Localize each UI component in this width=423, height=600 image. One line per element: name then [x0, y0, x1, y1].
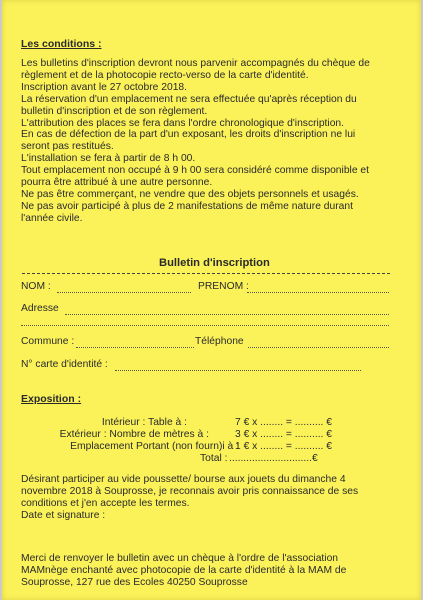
commune-field[interactable] — [76, 347, 194, 348]
conditions-heading: Les conditions : — [21, 38, 102, 50]
conditions-line: L'installation se fera à partir de 8 h 00. — [21, 153, 196, 165]
nom-label: NOM : — [21, 281, 51, 292]
exposition-row-price[interactable]: 7 € x ........ = .......... € — [235, 417, 333, 428]
exposition-row-price[interactable]: 1 € x ........ = .......... € — [235, 441, 333, 452]
footer-line: Merci de renvoyer le bulletin avec un chèque à l'ordre de l'association — [21, 553, 339, 564]
exposition-row-label: Intérieur : Table à : — [101, 417, 187, 428]
footer-line: Souprosse, 127 rue des Ecoles 40250 Souprosse — [21, 576, 248, 588]
prenom-field[interactable] — [247, 292, 389, 293]
telephone-label: Téléphone — [195, 336, 244, 347]
conditions-line: seront pas restitués. — [21, 141, 114, 153]
conditions-line: L'attribution des places se fera dans l'ordre chronologique d'inscription. — [21, 117, 345, 129]
separator-dashed-line — [22, 273, 390, 274]
commune-label: Commune : — [21, 336, 75, 347]
conditions-line: Ne pas avoir participé à plus de 2 manifestations de même nature durant — [21, 200, 353, 212]
conditions-line: l'année civile. — [21, 212, 83, 224]
conditions-line: Ne pas être commerçant, ne vendre que des objets personnels et usagés. — [21, 188, 359, 200]
adresse-field-line-2[interactable] — [21, 325, 389, 326]
declaration-line: novembre 2018 à Souprosse, je reconnais avoir pris connaissance de ses — [21, 485, 359, 497]
total-label: Total : — [200, 453, 228, 464]
declaration-line: conditions et j'en accepte les termes. — [21, 497, 190, 509]
bulletin-title: Bulletin d'inscription — [159, 257, 270, 269]
nom-field[interactable] — [57, 292, 191, 293]
conditions-line: En cas de défection de la part d'un exposant, les droits d'inscription ne lui — [21, 129, 356, 141]
conditions-line: pourra être attribué à une autre personne. — [21, 177, 213, 189]
declaration-line: Désirant participer au vide poussette/ bourse aux jouets du dimanche 4 — [21, 474, 346, 485]
exposition-row-label: Emplacement Portant (non fourn)i à : — [70, 441, 239, 452]
telephone-field[interactable] — [248, 347, 389, 348]
adresse-label: Adresse — [21, 303, 59, 314]
carte-identite-label: N° carte d'identité : — [21, 359, 108, 370]
exposition-heading: Exposition : — [21, 393, 82, 405]
adresse-field[interactable] — [65, 314, 389, 315]
conditions-line: bulletin d'inscription et de son règlement. — [21, 105, 208, 117]
carte-identite-field[interactable] — [115, 370, 361, 371]
conditions-line: Tout emplacement non occupé à 9 h 00 sera considéré comme disponible et — [21, 165, 370, 177]
registration-form-page — [2, 0, 421, 600]
footer-note — [21, 553, 346, 589]
declaration-text — [21, 474, 358, 522]
conditions-line: Inscription avant le 27 octobre 2018. — [21, 81, 188, 93]
exposition-row-price[interactable]: 3 € x ........ = .......... € — [235, 429, 333, 440]
exposition-row-label: Extérieur : Nombre de mètres à : — [59, 429, 209, 440]
prenom-label: PRENOM : — [198, 281, 249, 292]
footer-line: MAMnège enchanté avec photocopie de la carte d'identité à la MAM de — [21, 564, 347, 576]
conditions-line: Les bulletins d'inscription devront nous parvenir accompagnés du chèque de — [21, 58, 370, 69]
conditions-line: règlement et de la photocopie recto-verso de la carte d'identité. — [21, 69, 309, 81]
declaration-line: Date et signature : — [21, 509, 106, 521]
conditions-text — [21, 58, 370, 225]
total-field[interactable]: .............................€ — [229, 453, 318, 464]
conditions-line: La réservation d'un emplacement ne sera effectuée qu'après réception du — [21, 93, 357, 105]
